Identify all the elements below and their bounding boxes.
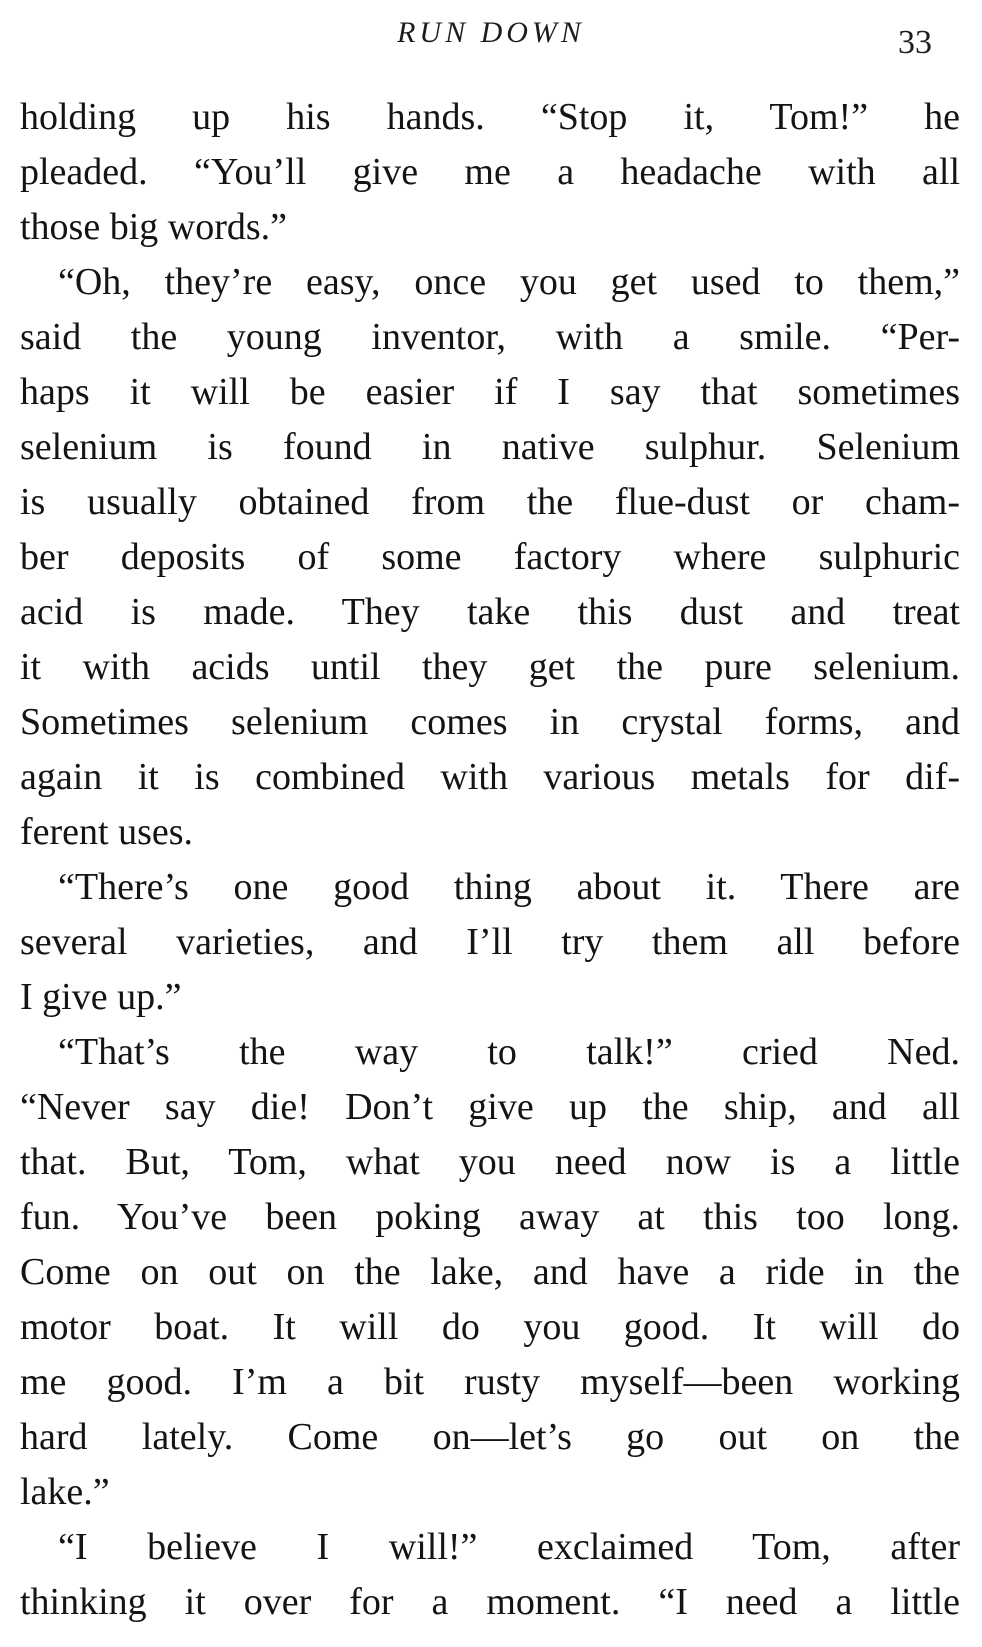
text-line: it with acids until they get the pure selenium. — [20, 646, 960, 688]
running-head — [0, 10, 982, 70]
text-line: several varieties, and I’ll try them all before — [20, 921, 960, 963]
text-line: Sometimes selenium comes in crystal forms, and — [20, 701, 960, 743]
text-line: pleaded. “You’ll give me a headache with all — [20, 151, 960, 193]
text-line: hard lately. Come on—let’s go out on the — [20, 1416, 960, 1458]
text-line: motor boat. It will do you good. It will do — [20, 1306, 960, 1348]
text-line: fun. You’ve been poking away at this too long. — [20, 1196, 960, 1238]
text-line: that. But, Tom, what you need now is a little — [20, 1141, 960, 1183]
page-number: 33 — [898, 24, 932, 61]
text-line: Come on out on the lake, and have a ride in the — [20, 1251, 960, 1293]
text-line: “Never say die! Don’t give up the ship, and all — [20, 1086, 960, 1128]
text-line: selenium is found in native sulphur. Selenium — [20, 426, 960, 468]
text-line: “That’s the way to talk!” cried Ned. — [58, 1031, 960, 1073]
text-line: ber deposits of some factory where sulphuric — [20, 536, 960, 578]
text-line: is usually obtained from the flue-dust or cham- — [20, 481, 960, 523]
text-line: “I believe I will!” exclaimed Tom, after — [58, 1526, 960, 1568]
text-line: holding up his hands. “Stop it, Tom!” he — [20, 96, 960, 138]
text-line: “There’s one good thing about it. There are — [58, 866, 960, 908]
text-line: said the young inventor, with a smile. “Per- — [20, 316, 960, 358]
text-line: lake.” — [20, 1471, 110, 1513]
text-line: again it is combined with various metals for dif- — [20, 756, 960, 798]
text-line: haps it will be easier if I say that sometimes — [20, 371, 960, 413]
body-text — [20, 90, 960, 1630]
text-line: me good. I’m a bit rusty myself—been working — [20, 1361, 960, 1403]
text-line: ferent uses. — [20, 811, 194, 853]
text-line: “Oh, they’re easy, once you get used to them,” — [58, 261, 960, 303]
text-line: acid is made. They take this dust and treat — [20, 591, 960, 633]
text-line: those big words.” — [20, 206, 288, 248]
text-line: thinking it over for a moment. “I need a little — [20, 1581, 960, 1623]
text-line: I give up.” — [20, 976, 182, 1018]
running-title: RUN DOWN — [397, 16, 585, 49]
